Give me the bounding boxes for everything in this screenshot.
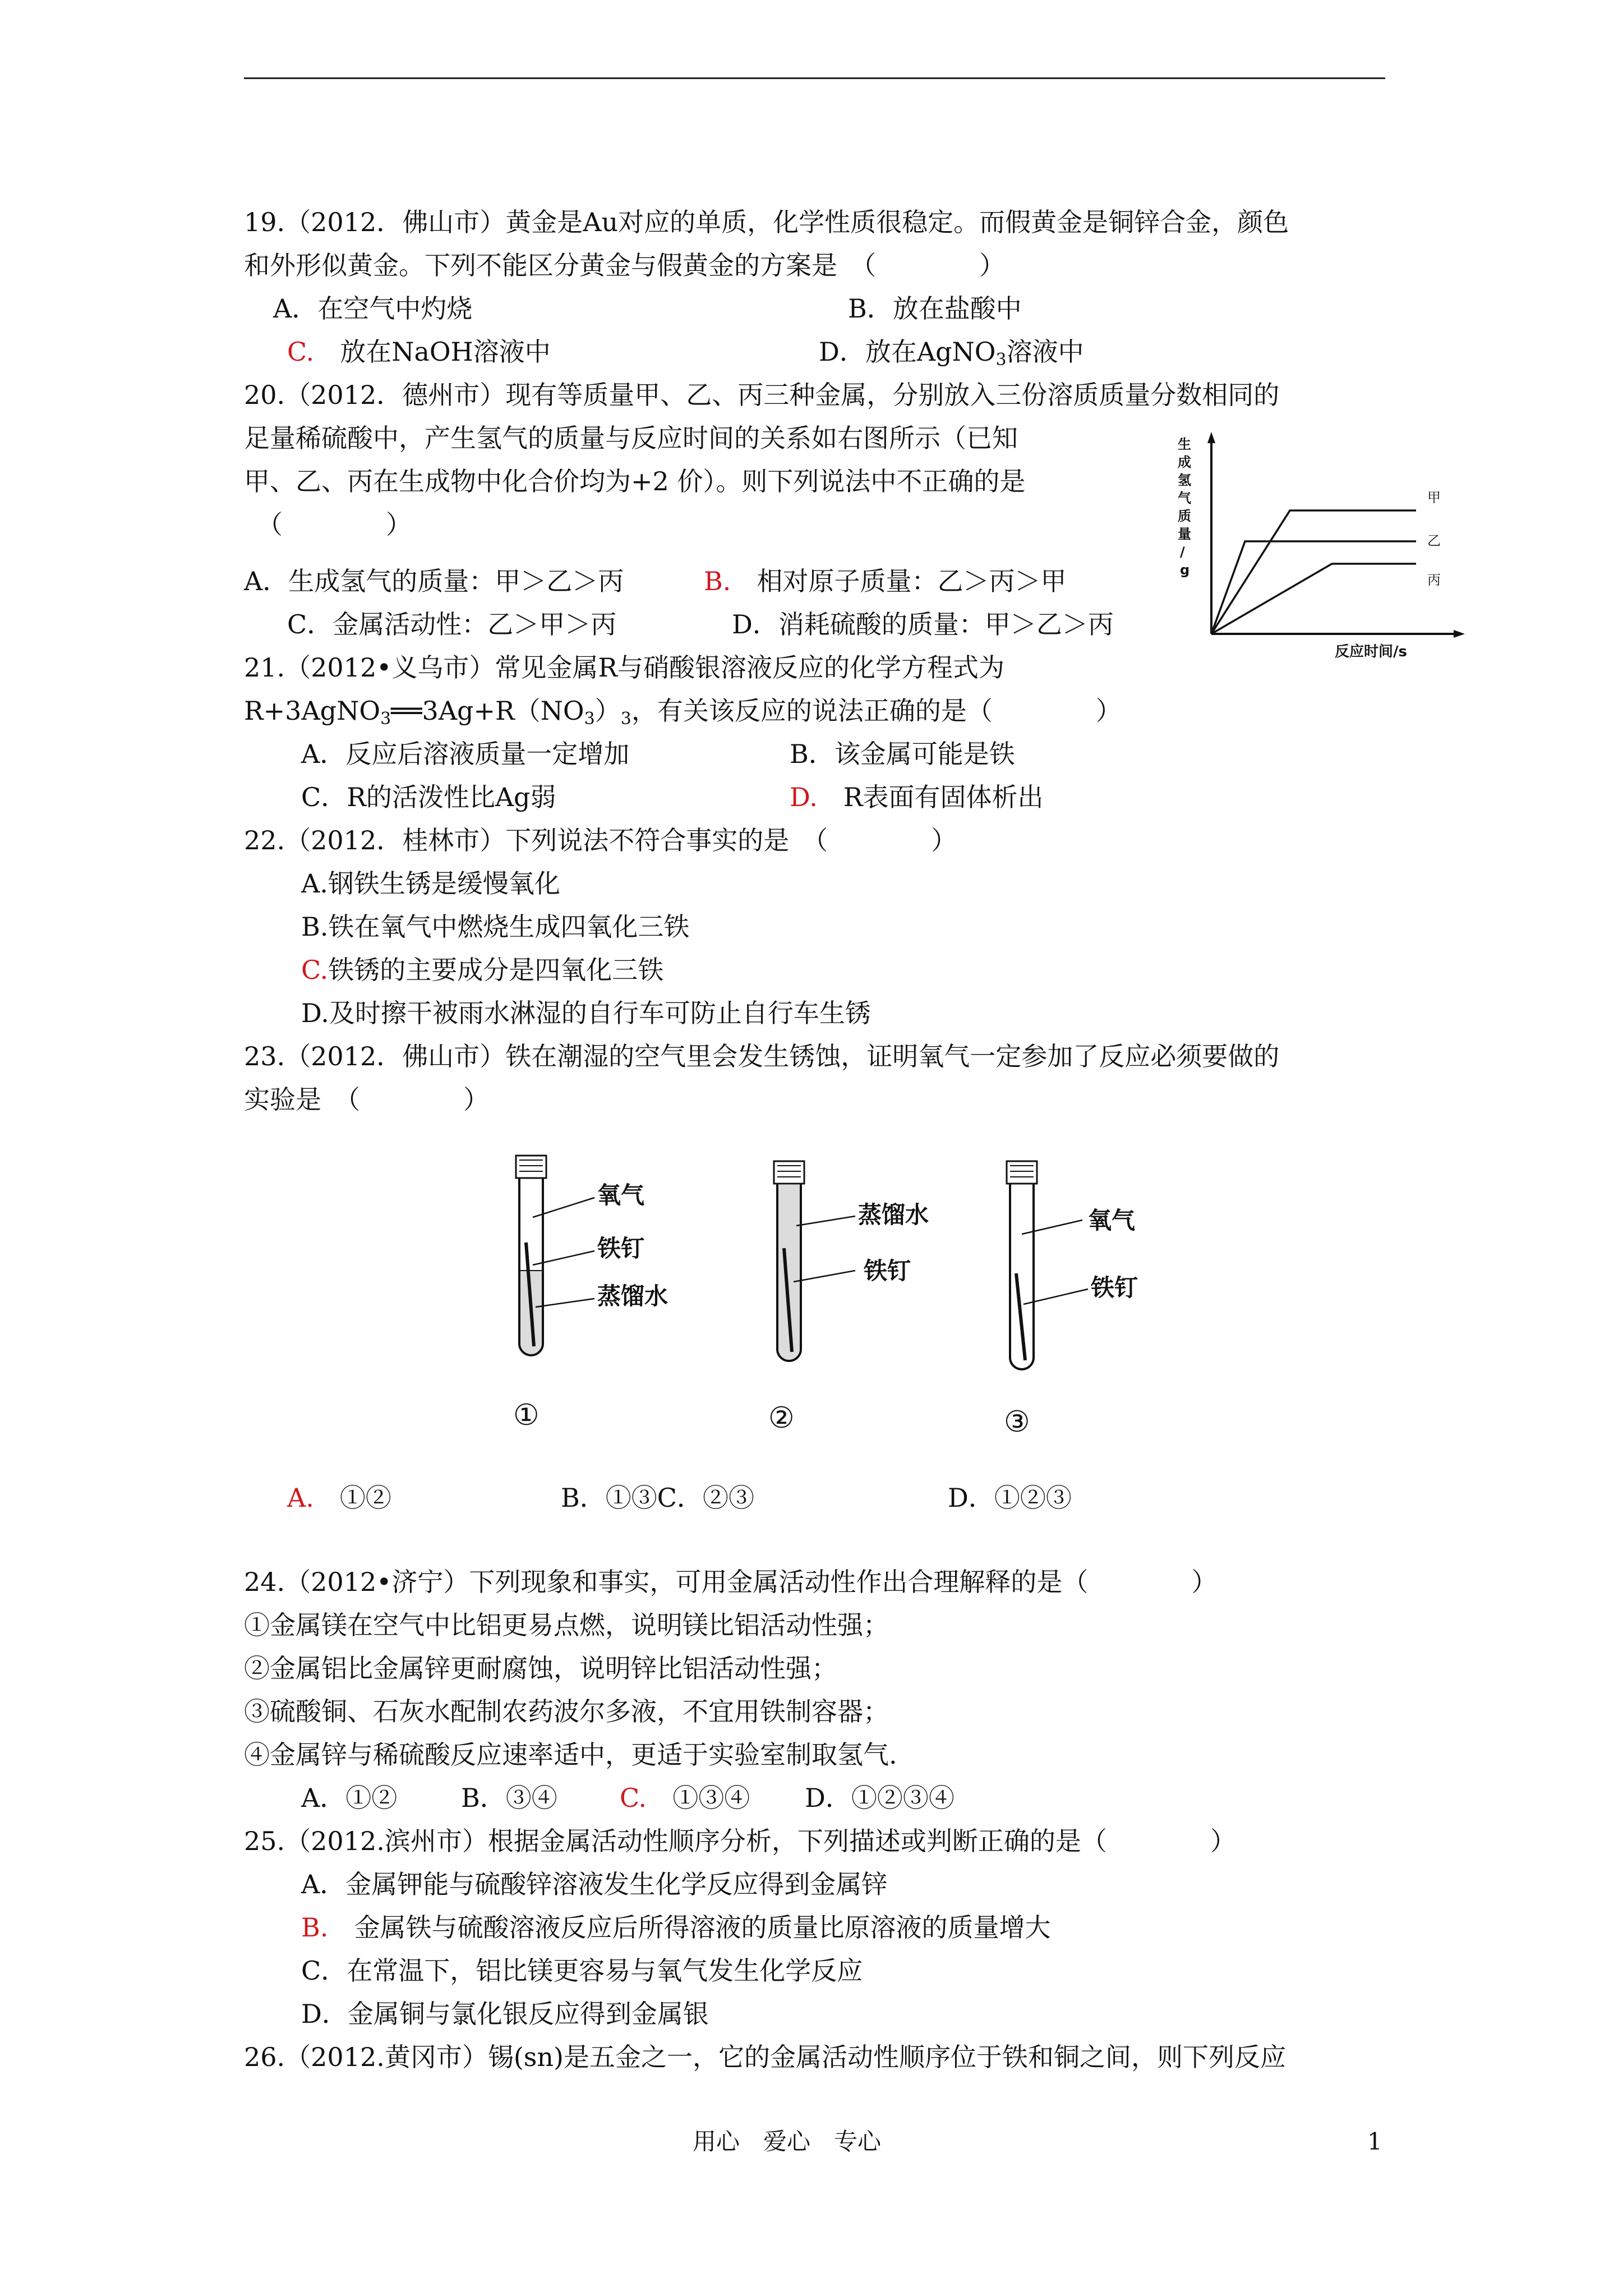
q21-option-c: C．R的活泼性比Ag弱: [301, 782, 556, 812]
q20-option-b: B. 相对原子质量：乙＞丙＞甲: [704, 566, 1067, 596]
q22-option-a: A.钢铁生锈是缓慢氧化: [301, 868, 560, 899]
svg-text:质: 质: [1178, 508, 1191, 524]
graph-series-label-bing: 丙: [1427, 572, 1441, 588]
q20-stem-line1: 20.（2012．德州市）现有等质量甲、乙、丙三种金属，分别放入三份溶质质量分数相同的: [244, 380, 1280, 410]
tube-2-label-nail: 铁钉: [864, 1257, 911, 1285]
q24-statement-2: ②金属铝比金属锌更耐腐蚀，说明锌比铝活动性强；: [244, 1653, 837, 1683]
header-rule: [244, 77, 1385, 79]
svg-text:生: 生: [1178, 436, 1191, 452]
q22-option-b: B.铁在氧气中燃烧生成四氧化三铁: [301, 912, 690, 942]
tube-1-stopper: [516, 1156, 546, 1178]
q19-option-b: B．放在盐酸中: [848, 293, 1022, 324]
graph-x-arrow: [1454, 630, 1465, 638]
q23-option-bc: B．①③C．②③: [561, 1483, 754, 1513]
svg-text:量: 量: [1178, 526, 1191, 542]
q20-option-a: A．生成氢气的质量：甲＞乙＞丙: [244, 566, 624, 596]
q20-stem-line4: （ ）: [257, 509, 412, 540]
q23-option-a: A. ①②: [287, 1483, 391, 1513]
test-tube-3: [1004, 1161, 1138, 1439]
hydrogen-time-graph: [1166, 426, 1481, 662]
tube-1-label-nail: 铁钉: [597, 1235, 645, 1262]
answer-mark: D.: [790, 782, 818, 812]
svg-text:氢: 氢: [1178, 472, 1191, 488]
q22-option-c: C.铁锈的主要成分是四氧化三铁: [301, 955, 664, 985]
q21-option-b: B．该金属可能是铁: [790, 739, 1015, 769]
tube-2-number: ②: [768, 1401, 795, 1435]
q24-option-d: D．①②③④: [805, 1783, 955, 1813]
q19-option-c: C. 放在NaOH溶液中: [287, 337, 551, 367]
q19-stem-line1: 19.（2012．佛山市）黄金是Au对应的单质，化学性质很稳定。而假黄金是铜锌合金，颜色: [244, 207, 1289, 237]
q24-option-c: C. ①③④: [620, 1783, 750, 1813]
q21-option-d: D. R表面有固体析出: [790, 782, 1044, 812]
q19-stem-line2: 和外形似黄金。下列不能区分黄金与假黄金的方案是 （ ）: [244, 250, 1005, 280]
test-tube-2: [768, 1161, 929, 1435]
tube-3-label-nail: 铁钉: [1091, 1274, 1138, 1301]
tube-1-label-oxygen: 氧气: [597, 1181, 645, 1209]
q21-option-a: A．反应后溶液质量一定增加: [301, 739, 630, 769]
tube-3-stopper: [1007, 1161, 1037, 1184]
q25-option-d: D．金属铜与氯化银反应得到金属银: [301, 1999, 709, 2029]
graph-line-bing: [1211, 564, 1416, 634]
svg-text:/: /: [1180, 544, 1185, 560]
q26-stem: 26.（2012.黄冈市）锡(sn)是五金之一，它的金属活动性顺序位于铁和铜之间，则下列反应: [244, 2042, 1286, 2072]
q22-stem: 22.（2012．桂林市）下列说法不符合事实的是 （ ）: [244, 825, 957, 855]
q24-statement-3: ③硫酸铜、石灰水配制农药波尔多液，不宜用铁制容器；: [244, 1696, 889, 1727]
svg-text:气: 气: [1178, 490, 1191, 506]
answer-mark: A.: [287, 1483, 314, 1513]
test-tube-1: [513, 1156, 668, 1432]
q23-stem-line1: 23.（2012．佛山市）铁在潮湿的空气里会发生锈蚀，证明氧气一定参加了反应必须要做的: [244, 1041, 1280, 1071]
svg-text:g: g: [1180, 562, 1190, 578]
q24-stem: 24.（2012•济宁）下列现象和事实，可用金属活动性作出合理解释的是（ ）: [244, 1567, 1218, 1597]
answer-mark: B.: [301, 1912, 329, 1943]
q20-stem-line2: 足量稀硫酸中，产生氢气的质量与反应时间的关系如右图所示（已知: [244, 423, 1018, 453]
tube-2-label-water: 蒸馏水: [858, 1201, 929, 1228]
q20-option-d: D．消耗硫酸的质量：甲＞乙＞丙: [732, 609, 1114, 639]
tube-2-stopper: [774, 1161, 804, 1184]
q23-option-d: D．①②③: [948, 1483, 1072, 1513]
footer-motto: 用心 爱心 专心: [693, 2128, 882, 2155]
tube-1-number: ①: [513, 1398, 540, 1432]
q25-option-b: B. 金属铁与硫酸溶液反应后所得溶液的质量比原溶液的质量增大: [301, 1912, 1051, 1943]
q20-option-c: C．金属活动性：乙＞甲＞丙: [287, 609, 617, 639]
graph-line-yi: [1211, 541, 1416, 634]
q21-stem-line2: $R+3AgNO_3══3Ag+R(NO_3)_3$，有关该反应的说法正确的是（ ）: [244, 696, 1122, 729]
graph-series-label-yi: 乙: [1427, 533, 1441, 549]
tube-3-nail: [1016, 1273, 1025, 1360]
q24-statement-4: ④金属锌与稀硫酸反应速率适中，更适于实验室制取氢气.: [244, 1740, 897, 1770]
tube-3-number: ③: [1004, 1405, 1030, 1439]
q25-stem: 25.（2012.滨州市）根据金属活动性顺序分析，下列描述或判断正确的是（ ）: [244, 1826, 1236, 1856]
tube-1-label-water: 蒸馏水: [597, 1282, 668, 1310]
q21-stem-line1: 21.（2012•义乌市）常见金属R与硝酸银溶液反应的化学方程式为: [244, 652, 1004, 683]
graph-x-label: 反应时间/s: [1335, 643, 1407, 660]
graph-series-label-jia: 甲: [1427, 490, 1441, 505]
svg-text:成: 成: [1178, 454, 1191, 470]
answer-mark: B.: [704, 566, 731, 596]
answer-mark: C.: [301, 955, 329, 985]
q19-option-d: D．放在AgNO$_3$溶液中: [819, 337, 1084, 370]
q19-option-a: A．在空气中灼烧: [273, 293, 473, 324]
q25-option-a: A．金属钾能与硫酸锌溶液发生化学反应得到金属锌: [301, 1869, 888, 1899]
q23-stem-line2: 实验是 （ ）: [244, 1084, 489, 1115]
answer-mark: C.: [287, 337, 315, 367]
tube-3-label-oxygen: 氧气: [1088, 1207, 1136, 1234]
q25-option-c: C．在常温下，铝比镁更容易与氧气发生化学反应: [301, 1955, 863, 1986]
graph-y-arrow: [1207, 432, 1215, 443]
q20-stem-line3: 甲、乙、丙在生成物中化合价均为+2 价）。则下列说法中不正确的是: [244, 466, 1026, 496]
q24-option-b: B．③④: [461, 1783, 557, 1813]
page-number: 1: [1367, 2128, 1382, 2155]
answer-mark: C.: [620, 1783, 647, 1813]
q22-option-d: D.及时擦干被雨水淋湿的自行车可防止自行车生锈: [301, 998, 871, 1028]
test-tube-figure: [482, 1144, 1189, 1458]
graph-y-label: [1178, 436, 1191, 578]
q24-option-a: A．①②: [301, 1783, 398, 1813]
q24-statement-1: ①金属镁在空气中比铝更易点燃，说明镁比铝活动性强；: [244, 1610, 889, 1640]
